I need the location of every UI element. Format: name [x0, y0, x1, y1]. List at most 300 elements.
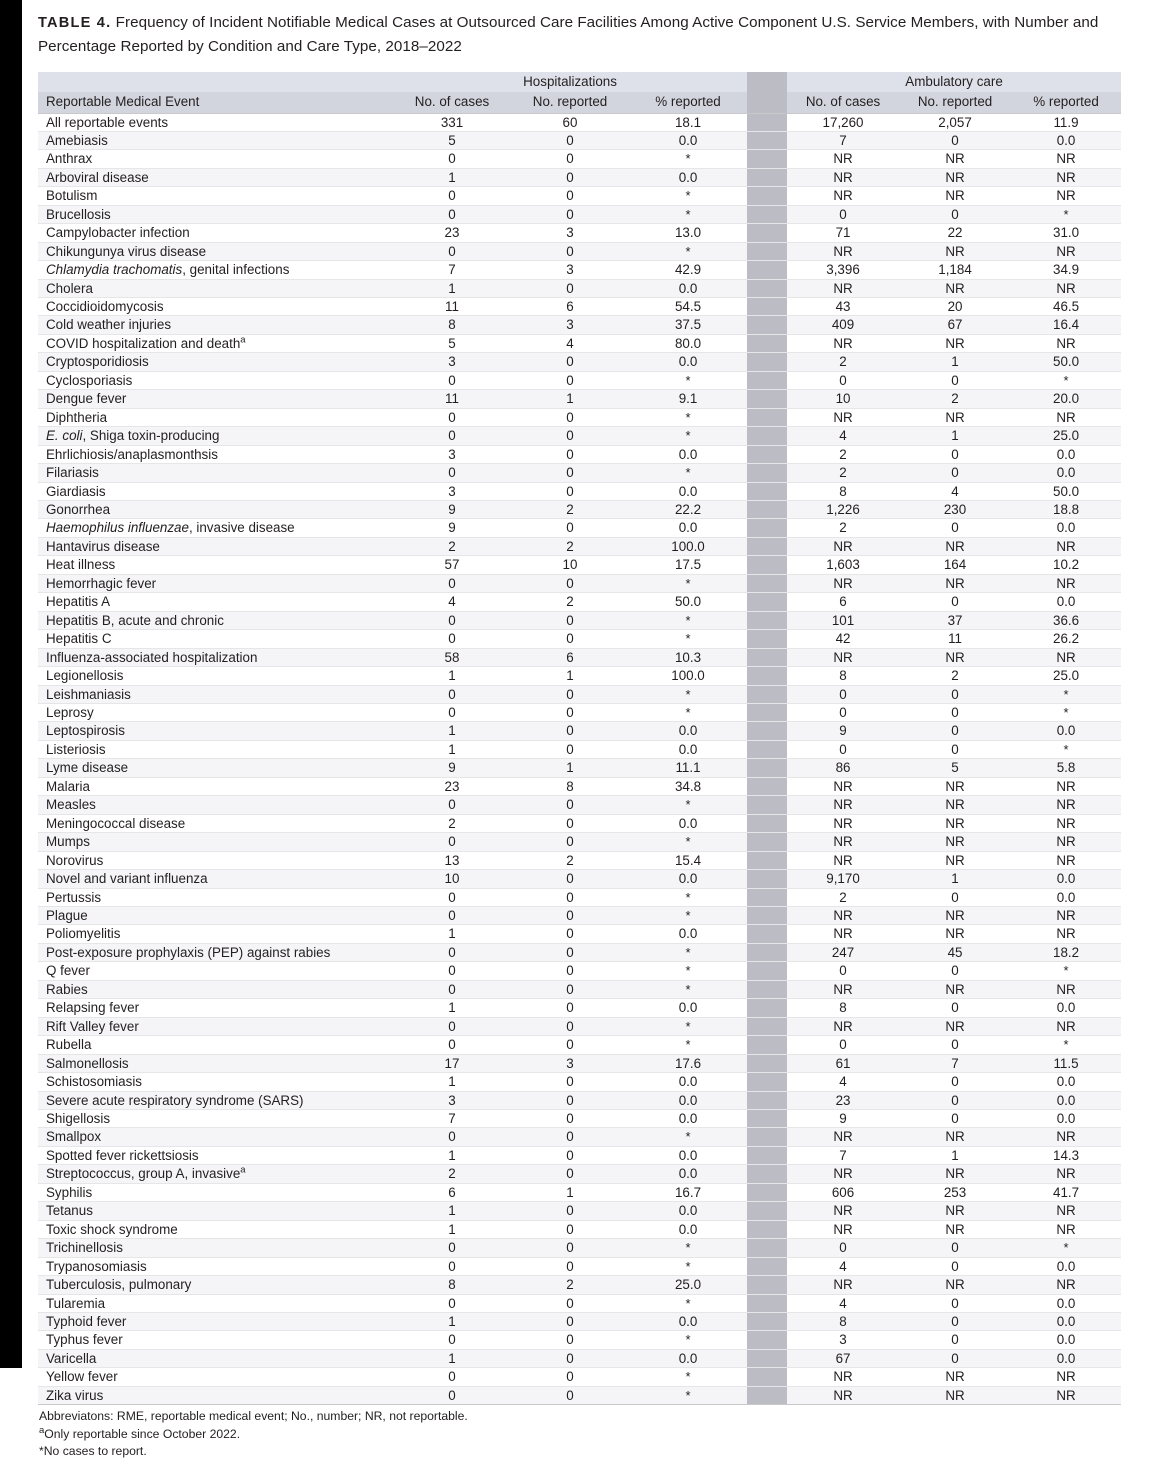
cell-amb-reported: 0	[899, 131, 1011, 149]
cell-hosp-cases: 0	[393, 888, 511, 906]
cell-event-name	[38, 1239, 393, 1257]
cell-amb-reported: 0	[899, 1036, 1011, 1054]
table-row	[38, 390, 1121, 408]
cell-amb-reported: 1	[899, 427, 1011, 445]
table-row	[38, 851, 1121, 869]
cell-hosp-percent: 13.0	[629, 224, 747, 242]
cell-amb-cases: 409	[787, 316, 899, 334]
cell-amb-reported: NR	[899, 925, 1011, 943]
cell-hosp-cases: 0	[393, 1331, 511, 1349]
cell-event-name	[38, 1128, 393, 1146]
column-divider-cell	[747, 187, 787, 205]
table-row	[38, 224, 1121, 242]
cell-hosp-cases: 0	[393, 630, 511, 648]
cell-event-name	[38, 1294, 393, 1312]
cell-hosp-cases: 7	[393, 1109, 511, 1127]
event-name-text: Cyclosporiasis	[46, 372, 133, 388]
cell-event-name	[38, 556, 393, 574]
cell-amb-cases: NR	[787, 648, 899, 666]
column-divider-header	[747, 72, 787, 92]
cell-amb-cases: 3,396	[787, 261, 899, 279]
cell-hosp-reported: 0	[511, 888, 629, 906]
event-name-text: Meningococcal disease	[46, 815, 186, 831]
cell-hosp-percent: *	[629, 205, 747, 223]
cell-amb-reported: 164	[899, 556, 1011, 574]
event-name-text: Giardiasis	[46, 483, 106, 499]
table-row	[38, 298, 1121, 316]
cell-hosp-reported: 0	[511, 482, 629, 500]
cell-amb-percent: 25.0	[1011, 667, 1121, 685]
cell-hosp-reported: 0	[511, 1091, 629, 1109]
cell-amb-percent: 14.3	[1011, 1146, 1121, 1164]
table-row	[38, 168, 1121, 186]
cell-event-name	[38, 870, 393, 888]
cell-amb-percent: 0.0	[1011, 1091, 1121, 1109]
column-divider-cell	[747, 316, 787, 334]
table-row	[38, 113, 1121, 131]
cell-amb-reported: NR	[899, 279, 1011, 297]
cell-hosp-percent: *	[629, 1239, 747, 1257]
column-header-hosp-percent: % reported	[629, 92, 747, 113]
column-divider-cell	[747, 1349, 787, 1367]
cell-amb-reported: NR	[899, 980, 1011, 998]
cell-amb-reported: 2,057	[899, 113, 1011, 131]
cell-amb-percent: *	[1011, 1239, 1121, 1257]
table-row	[38, 870, 1121, 888]
cell-hosp-percent: *	[629, 704, 747, 722]
group-header-row	[38, 72, 1121, 92]
cell-amb-cases: NR	[787, 777, 899, 795]
cell-hosp-reported: 0	[511, 574, 629, 592]
table-row	[38, 980, 1121, 998]
table-row	[38, 408, 1121, 426]
event-name-text: Plague	[46, 907, 88, 923]
event-name-text: Brucellosis	[46, 206, 111, 222]
cell-amb-cases: NR	[787, 574, 899, 592]
cell-hosp-cases: 9	[393, 501, 511, 519]
table-row	[38, 833, 1121, 851]
left-black-margin-bar	[0, 0, 22, 1368]
cell-hosp-reported: 0	[511, 242, 629, 260]
cell-amb-reported: NR	[899, 1276, 1011, 1294]
column-divider-cell	[747, 648, 787, 666]
table-row	[38, 316, 1121, 334]
cell-amb-reported: 0	[899, 1073, 1011, 1091]
event-name-text: Schistosomiasis	[46, 1074, 142, 1090]
cell-amb-percent: 0.0	[1011, 1109, 1121, 1127]
cell-amb-percent: NR	[1011, 1017, 1121, 1035]
event-name-text: Gonorrhea	[46, 502, 111, 518]
cell-hosp-cases: 1	[393, 722, 511, 740]
cell-hosp-percent: 80.0	[629, 334, 747, 352]
cell-amb-reported: 20	[899, 298, 1011, 316]
cell-amb-percent: *	[1011, 704, 1121, 722]
cell-amb-reported: 0	[899, 1312, 1011, 1330]
cell-event-name	[38, 482, 393, 500]
column-header-amb-percent: % reported	[1011, 92, 1121, 113]
cell-amb-cases: 2	[787, 519, 899, 537]
cell-hosp-percent: 0.0	[629, 1073, 747, 1091]
table-row	[38, 1312, 1121, 1330]
column-divider-cell	[747, 242, 787, 260]
cell-hosp-percent: 0.0	[629, 131, 747, 149]
cell-amb-reported: NR	[899, 1165, 1011, 1183]
cell-amb-percent: *	[1011, 1036, 1121, 1054]
cell-hosp-cases: 3	[393, 1091, 511, 1109]
cell-hosp-reported: 0	[511, 371, 629, 389]
cell-amb-reported: 2	[899, 390, 1011, 408]
cell-event-name	[38, 1386, 393, 1404]
cell-event-name	[38, 906, 393, 924]
event-name-text: Lyme disease	[46, 760, 129, 776]
cell-amb-cases: 86	[787, 759, 899, 777]
cell-amb-reported: 0	[899, 445, 1011, 463]
cell-event-name	[38, 390, 393, 408]
cell-event-name	[38, 667, 393, 685]
event-name-text: Norovirus	[46, 852, 104, 868]
event-name-text: Diphtheria	[46, 409, 108, 425]
cell-hosp-percent: *	[629, 685, 747, 703]
column-divider-cell	[747, 667, 787, 685]
event-name-text: Zika virus	[46, 1387, 104, 1403]
cell-event-name	[38, 1368, 393, 1386]
cell-amb-cases: 9	[787, 1109, 899, 1127]
cell-hosp-cases: 0	[393, 574, 511, 592]
cell-hosp-percent: *	[629, 943, 747, 961]
cell-amb-percent: 0.0	[1011, 1294, 1121, 1312]
event-name-text: Novel and variant influenza	[46, 871, 208, 887]
column-divider-cell	[747, 1220, 787, 1238]
cell-hosp-cases: 0	[393, 205, 511, 223]
event-name-text: Typhoid fever	[46, 1313, 127, 1329]
cell-hosp-reported: 1	[511, 390, 629, 408]
cell-hosp-percent: *	[629, 1128, 747, 1146]
cell-hosp-percent: 0.0	[629, 1312, 747, 1330]
column-divider-cell	[747, 999, 787, 1017]
column-divider-cell	[747, 1239, 787, 1257]
cell-hosp-percent: *	[629, 1368, 747, 1386]
cell-event-name	[38, 1073, 393, 1091]
table-row	[38, 1239, 1121, 1257]
event-name-text: Relapsing fever	[46, 1000, 140, 1016]
cell-amb-cases: 4	[787, 1294, 899, 1312]
cell-hosp-cases: 23	[393, 224, 511, 242]
cell-amb-percent: 0.0	[1011, 593, 1121, 611]
cell-amb-reported: 0	[899, 519, 1011, 537]
cell-hosp-reported: 0	[511, 611, 629, 629]
cell-hosp-reported: 0	[511, 353, 629, 371]
cell-amb-cases: 0	[787, 740, 899, 758]
cell-amb-cases: NR	[787, 980, 899, 998]
cell-event-name	[38, 851, 393, 869]
cell-amb-percent: NR	[1011, 833, 1121, 851]
table-row	[38, 519, 1121, 537]
cell-amb-cases: 7	[787, 1146, 899, 1164]
cell-amb-cases: NR	[787, 150, 899, 168]
cell-amb-percent: NR	[1011, 925, 1121, 943]
cell-amb-cases: NR	[787, 334, 899, 352]
cell-amb-percent: 34.9	[1011, 261, 1121, 279]
cell-hosp-reported: 0	[511, 1368, 629, 1386]
cell-hosp-cases: 0	[393, 1294, 511, 1312]
group-header-ambulatory-care: Ambulatory care	[787, 72, 1121, 92]
event-name-text: Cryptosporidiosis	[46, 354, 149, 370]
cell-event-name	[38, 685, 393, 703]
cell-hosp-percent: 18.1	[629, 113, 747, 131]
event-name-text: Measles	[46, 797, 96, 813]
cell-event-name	[38, 1054, 393, 1072]
table-row	[38, 777, 1121, 795]
cell-amb-reported: 1	[899, 870, 1011, 888]
cell-amb-percent: NR	[1011, 1368, 1121, 1386]
cell-hosp-percent: *	[629, 150, 747, 168]
column-divider-cell	[747, 131, 787, 149]
column-divider-cell	[747, 925, 787, 943]
cell-amb-percent: NR	[1011, 1276, 1121, 1294]
event-name-text: Hemorrhagic fever	[46, 575, 157, 591]
cell-amb-cases: 2	[787, 888, 899, 906]
cell-hosp-reported: 1	[511, 1183, 629, 1201]
cell-hosp-cases: 0	[393, 833, 511, 851]
cell-amb-reported: 67	[899, 316, 1011, 334]
cell-amb-percent: 0.0	[1011, 1257, 1121, 1275]
cell-hosp-cases: 1	[393, 740, 511, 758]
cell-hosp-cases: 1	[393, 667, 511, 685]
cell-hosp-reported: 3	[511, 316, 629, 334]
cell-amb-percent: 0.0	[1011, 131, 1121, 149]
cell-amb-reported: NR	[899, 814, 1011, 832]
event-name-text: Dengue fever	[46, 391, 127, 407]
event-name-text: Salmonellosis	[46, 1055, 129, 1071]
table-row	[38, 1349, 1121, 1367]
cell-amb-reported: NR	[899, 1128, 1011, 1146]
table-row	[38, 906, 1121, 924]
event-name-italic: Haemophilus influenzae	[46, 520, 189, 536]
cell-hosp-percent: 0.0	[629, 1202, 747, 1220]
cell-event-name	[38, 943, 393, 961]
event-name-text: Malaria	[46, 778, 90, 794]
event-name-rest: , Shiga toxin-producing	[82, 428, 220, 444]
cell-hosp-reported: 0	[511, 168, 629, 186]
column-divider-cell	[747, 722, 787, 740]
cell-amb-cases: NR	[787, 1165, 899, 1183]
cell-event-name	[38, 796, 393, 814]
cell-hosp-reported: 2	[511, 537, 629, 555]
cell-amb-cases: NR	[787, 242, 899, 260]
cell-hosp-percent: 42.9	[629, 261, 747, 279]
cell-amb-cases: 0	[787, 1239, 899, 1257]
cell-hosp-cases: 2	[393, 537, 511, 555]
cell-amb-cases: 1,603	[787, 556, 899, 574]
cell-amb-cases: 8	[787, 999, 899, 1017]
cell-hosp-cases: 5	[393, 131, 511, 149]
table-row	[38, 1331, 1121, 1349]
cell-amb-cases: NR	[787, 1368, 899, 1386]
cell-amb-cases: 8	[787, 1312, 899, 1330]
cell-amb-cases: 23	[787, 1091, 899, 1109]
cell-amb-cases: NR	[787, 537, 899, 555]
column-divider-cell	[747, 796, 787, 814]
cell-hosp-percent: 0.0	[629, 1109, 747, 1127]
cell-event-name	[38, 1146, 393, 1164]
cell-amb-cases: 7	[787, 131, 899, 149]
cell-amb-reported: 253	[899, 1183, 1011, 1201]
table-row	[38, 1294, 1121, 1312]
column-header-amb-reported: No. reported	[899, 92, 1011, 113]
cell-hosp-cases: 1	[393, 168, 511, 186]
cell-amb-reported: 2	[899, 667, 1011, 685]
table-head	[38, 72, 1121, 113]
cell-hosp-percent: 15.4	[629, 851, 747, 869]
table-row	[38, 1109, 1121, 1127]
column-divider-cell	[747, 611, 787, 629]
group-header-spacer	[38, 72, 393, 92]
column-divider-cell	[747, 334, 787, 352]
cell-amb-reported: NR	[899, 1202, 1011, 1220]
cell-hosp-percent: *	[629, 980, 747, 998]
table-row	[38, 704, 1121, 722]
event-name-text: Post-exposure prophylaxis (PEP) against rabies	[46, 944, 331, 960]
cell-hosp-percent: *	[629, 242, 747, 260]
cell-amb-reported: 0	[899, 464, 1011, 482]
footnote-a-marker: a	[39, 1424, 45, 1436]
cell-amb-reported: 0	[899, 371, 1011, 389]
cell-amb-percent: NR	[1011, 1165, 1121, 1183]
table-row	[38, 1257, 1121, 1275]
cell-amb-reported: 0	[899, 999, 1011, 1017]
cell-amb-reported: 1,184	[899, 261, 1011, 279]
event-name-text: Smallpox	[46, 1129, 102, 1145]
cell-event-name	[38, 334, 393, 352]
column-divider-cell	[747, 113, 787, 131]
cell-amb-cases: NR	[787, 1202, 899, 1220]
cell-hosp-reported: 6	[511, 648, 629, 666]
table-row	[38, 1091, 1121, 1109]
column-header-row	[38, 92, 1121, 113]
cell-hosp-reported: 0	[511, 131, 629, 149]
cell-amb-reported: 1	[899, 353, 1011, 371]
note-footnote-star: *No cases to report.	[39, 1444, 147, 1459]
cell-amb-percent: *	[1011, 740, 1121, 758]
cell-hosp-cases: 58	[393, 648, 511, 666]
cell-event-name	[38, 1183, 393, 1201]
cell-event-name	[38, 261, 393, 279]
table-row	[38, 1073, 1121, 1091]
cell-amb-percent: 0.0	[1011, 722, 1121, 740]
event-name-text: Hepatitis C	[46, 631, 112, 647]
event-name-text: Leishmaniasis	[46, 686, 131, 702]
group-header-hospitalizations: Hospitalizations	[393, 72, 747, 92]
cell-hosp-reported: 3	[511, 224, 629, 242]
cell-hosp-cases: 0	[393, 150, 511, 168]
cell-event-name	[38, 999, 393, 1017]
cell-hosp-cases: 1	[393, 1312, 511, 1330]
cell-amb-percent: 0.0	[1011, 999, 1121, 1017]
cell-hosp-cases: 1	[393, 279, 511, 297]
cell-amb-reported: NR	[899, 574, 1011, 592]
cell-event-name	[38, 316, 393, 334]
cell-event-name	[38, 833, 393, 851]
cell-event-name	[38, 777, 393, 795]
cell-hosp-reported: 1	[511, 759, 629, 777]
cell-hosp-percent: 0.0	[629, 722, 747, 740]
cell-event-name	[38, 187, 393, 205]
cell-amb-reported: 0	[899, 722, 1011, 740]
cell-amb-cases: 4	[787, 1073, 899, 1091]
cell-hosp-percent: 0.0	[629, 1220, 747, 1238]
cell-amb-percent: NR	[1011, 150, 1121, 168]
event-name-text: Q fever	[46, 963, 90, 979]
cell-amb-percent: *	[1011, 685, 1121, 703]
cell-hosp-reported: 3	[511, 261, 629, 279]
cell-hosp-percent: 17.5	[629, 556, 747, 574]
cell-event-name	[38, 1220, 393, 1238]
cell-amb-cases: 9	[787, 722, 899, 740]
cell-hosp-percent: 22.2	[629, 501, 747, 519]
cell-hosp-percent: 34.8	[629, 777, 747, 795]
cell-amb-percent: NR	[1011, 796, 1121, 814]
event-name-text: Chikungunya virus disease	[46, 243, 207, 259]
cell-hosp-reported: 1	[511, 667, 629, 685]
cell-hosp-reported: 0	[511, 1146, 629, 1164]
cell-amb-cases: 2	[787, 464, 899, 482]
cell-hosp-reported: 0	[511, 722, 629, 740]
cell-hosp-reported: 0	[511, 408, 629, 426]
cell-hosp-cases: 1	[393, 1220, 511, 1238]
event-footnote-marker: a	[240, 334, 246, 346]
cell-event-name	[38, 740, 393, 758]
table-row	[38, 353, 1121, 371]
event-name-text: Campylobacter infection	[46, 225, 190, 241]
cell-hosp-percent: *	[629, 187, 747, 205]
column-divider-cell	[747, 464, 787, 482]
cell-hosp-percent: 54.5	[629, 298, 747, 316]
table-row	[38, 1054, 1121, 1072]
table-row	[38, 999, 1121, 1017]
event-name-text: Trypanosomiasis	[46, 1258, 147, 1274]
cell-amb-reported: NR	[899, 150, 1011, 168]
column-divider-cell	[747, 1183, 787, 1201]
cell-hosp-cases: 0	[393, 464, 511, 482]
cell-hosp-percent: *	[629, 630, 747, 648]
cell-amb-reported: NR	[899, 1386, 1011, 1404]
cell-hosp-cases: 2	[393, 1165, 511, 1183]
cell-event-name	[38, 1276, 393, 1294]
cell-hosp-cases: 9	[393, 759, 511, 777]
cell-hosp-percent: 0.0	[629, 1091, 747, 1109]
column-header-event: Reportable Medical Event	[38, 92, 393, 113]
cell-amb-reported: 7	[899, 1054, 1011, 1072]
cell-amb-percent: NR	[1011, 537, 1121, 555]
cell-hosp-cases: 8	[393, 1276, 511, 1294]
column-divider-cell	[747, 1386, 787, 1404]
column-divider-cell	[747, 833, 787, 851]
cell-amb-cases: NR	[787, 1017, 899, 1035]
column-divider-cell	[747, 777, 787, 795]
cell-amb-cases: 42	[787, 630, 899, 648]
table-row	[38, 667, 1121, 685]
column-divider-cell	[747, 1036, 787, 1054]
event-name-italic: Chlamydia trachomatis	[46, 262, 183, 278]
event-name-text: Botulism	[46, 188, 98, 204]
cell-hosp-cases: 0	[393, 1017, 511, 1035]
cell-hosp-cases: 13	[393, 851, 511, 869]
cell-amb-cases: NR	[787, 833, 899, 851]
event-name-text: Hepatitis B, acute and chronic	[46, 612, 224, 628]
cell-hosp-percent: 10.3	[629, 648, 747, 666]
cell-hosp-reported: 0	[511, 1220, 629, 1238]
cell-amb-percent: NR	[1011, 1386, 1121, 1404]
